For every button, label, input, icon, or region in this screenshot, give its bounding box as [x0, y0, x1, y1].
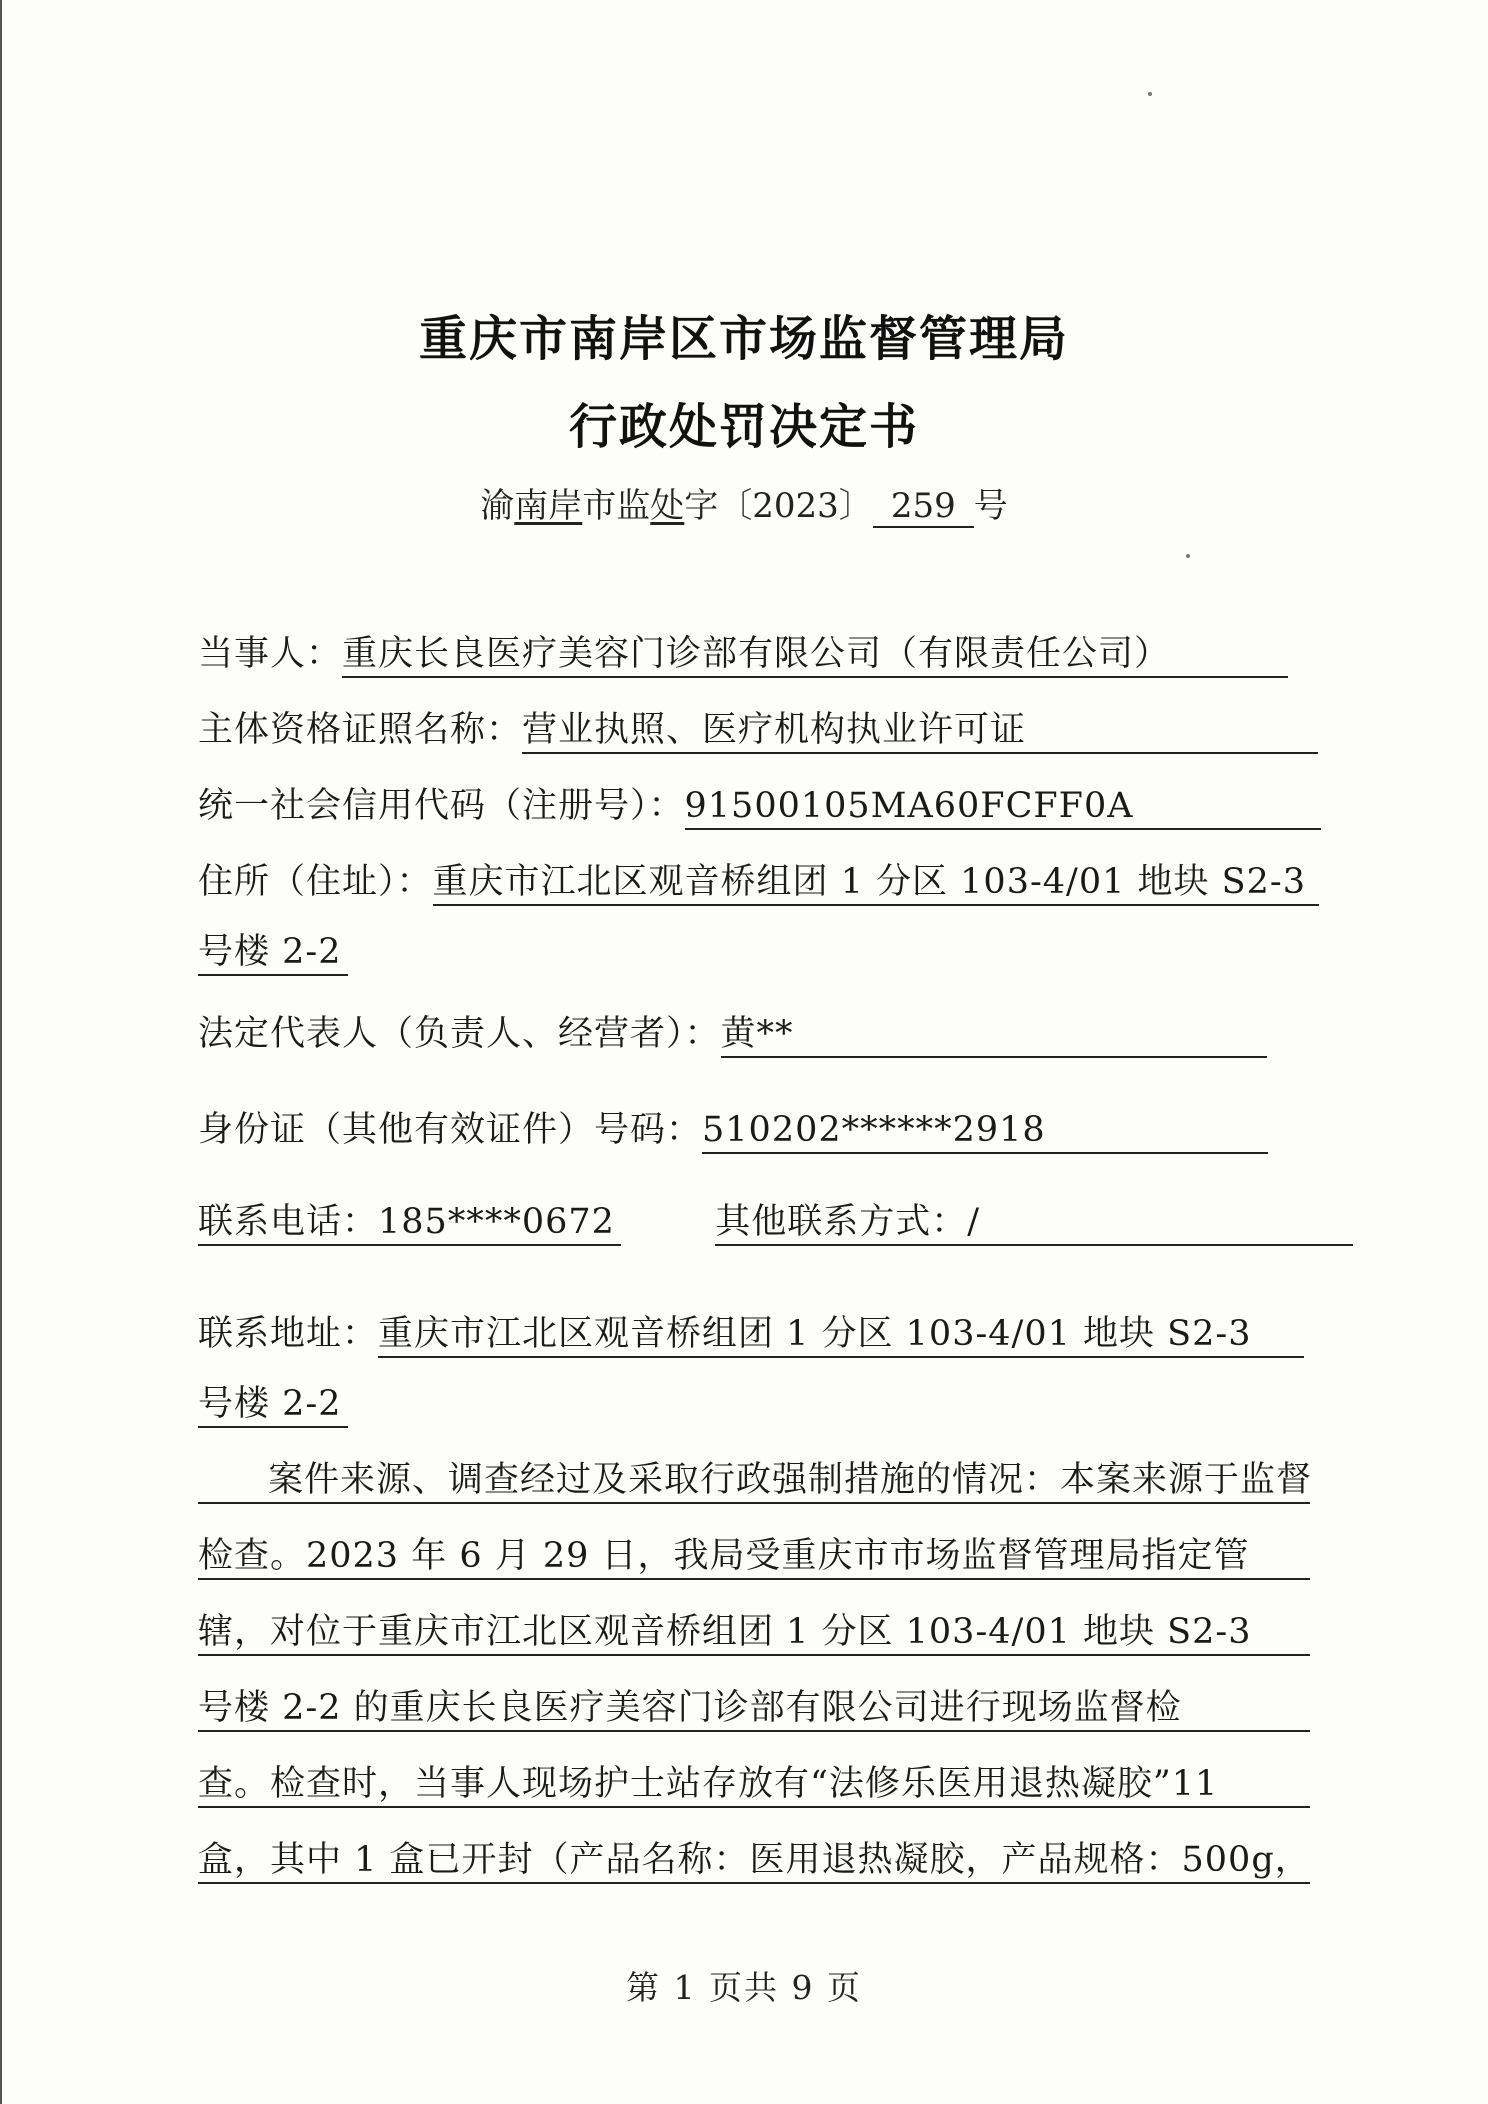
doc-no-number: 259 — [873, 486, 974, 528]
document-number — [0, 478, 1488, 528]
party-value: 重庆长良医疗美容门诊部有限公司（有限责任公司） — [342, 632, 1288, 678]
id-value: 510202******2918 — [702, 1108, 1268, 1154]
doc-no-prefix: 渝 — [480, 486, 515, 526]
address-value-line2: 号楼 2-2 — [198, 930, 348, 976]
contact-address-row-cont — [198, 1382, 348, 1428]
page-number: 第 1 页共 9 页 — [626, 1968, 862, 2007]
credit-code-row — [198, 778, 1321, 830]
doc-no-year: 字〔2023〕 — [684, 486, 873, 526]
phone-label: 联系电话： — [198, 1202, 379, 1242]
legal-rep-value: 黄** — [721, 1012, 1267, 1058]
doc-no-type: 处 — [650, 486, 685, 526]
doc-no-mid: 市监 — [582, 486, 651, 526]
doc-title: 行政处罚决定书 — [568, 399, 919, 455]
contact-address-line2: 号楼 2-2 — [198, 1382, 348, 1428]
party-label: 当事人： — [198, 634, 343, 674]
credit-code-value: 91500105MA60FCFF0A — [685, 784, 1321, 830]
doc-no-end: 号 — [973, 486, 1008, 526]
other-contact-label: 其他联系方式： — [715, 1200, 967, 1246]
party-row — [198, 626, 1288, 678]
body-line-6: 盒，其中 1 盒已开封（产品名称：医用退热凝胶，产品规格：500g， — [198, 1838, 1310, 1884]
address-row-cont — [198, 930, 348, 976]
address-label: 住所（住址）： — [198, 862, 433, 902]
contact-address-row — [198, 1306, 1304, 1358]
body-line-2: 检查。2023 年 6 月 29 日，我局受重庆市市场监督管理局指定管 — [198, 1534, 1310, 1580]
org-title: 重庆市南岸区市场监督管理局 — [418, 311, 1069, 367]
legal-rep-label: 法定代表人（负责人、经营者）： — [198, 1014, 721, 1054]
address-value-line1: 重庆市江北区观音桥组团 1 分区 103-4/01 地块 S2-3 — [433, 860, 1319, 906]
legal-rep-row — [198, 1006, 1267, 1058]
body-line-1: 案件来源、调查经过及采取行政强制措施的情况：本案来源于监督 — [198, 1458, 1310, 1504]
credit-code-label: 统一社会信用代码（注册号）： — [198, 786, 685, 826]
id-label: 身份证（其他有效证件）号码： — [198, 1110, 703, 1150]
phone-group — [198, 1200, 621, 1246]
address-row — [198, 854, 1319, 906]
license-row — [198, 702, 1318, 754]
scan-speck — [1186, 554, 1190, 558]
phone-value: 185****0672 — [378, 1202, 615, 1242]
body-line-3: 辖，对位于重庆市江北区观音桥组团 1 分区 103-4/01 地块 S2-3 — [198, 1610, 1310, 1656]
license-value: 营业执照、医疗机构执业许可证 — [522, 708, 1318, 754]
id-row — [198, 1102, 1268, 1154]
scan-speck — [1148, 92, 1152, 96]
doc-no-district: 南岸 — [514, 486, 583, 526]
body-line-5: 查。检查时，当事人现场护士站存放有“法修乐医用退热凝胶”11 — [198, 1762, 1310, 1808]
other-contact-value: / — [967, 1200, 1353, 1246]
contact-address-line1: 重庆市江北区观音桥组团 1 分区 103-4/01 地块 S2-3 — [378, 1312, 1304, 1358]
contact-address-label: 联系地址： — [198, 1314, 379, 1354]
phone-row — [198, 1200, 1353, 1246]
body-line-4: 号楼 2-2 的重庆长良医疗美容门诊部有限公司进行现场监督检 — [198, 1686, 1310, 1732]
license-label: 主体资格证照名称： — [198, 710, 523, 750]
